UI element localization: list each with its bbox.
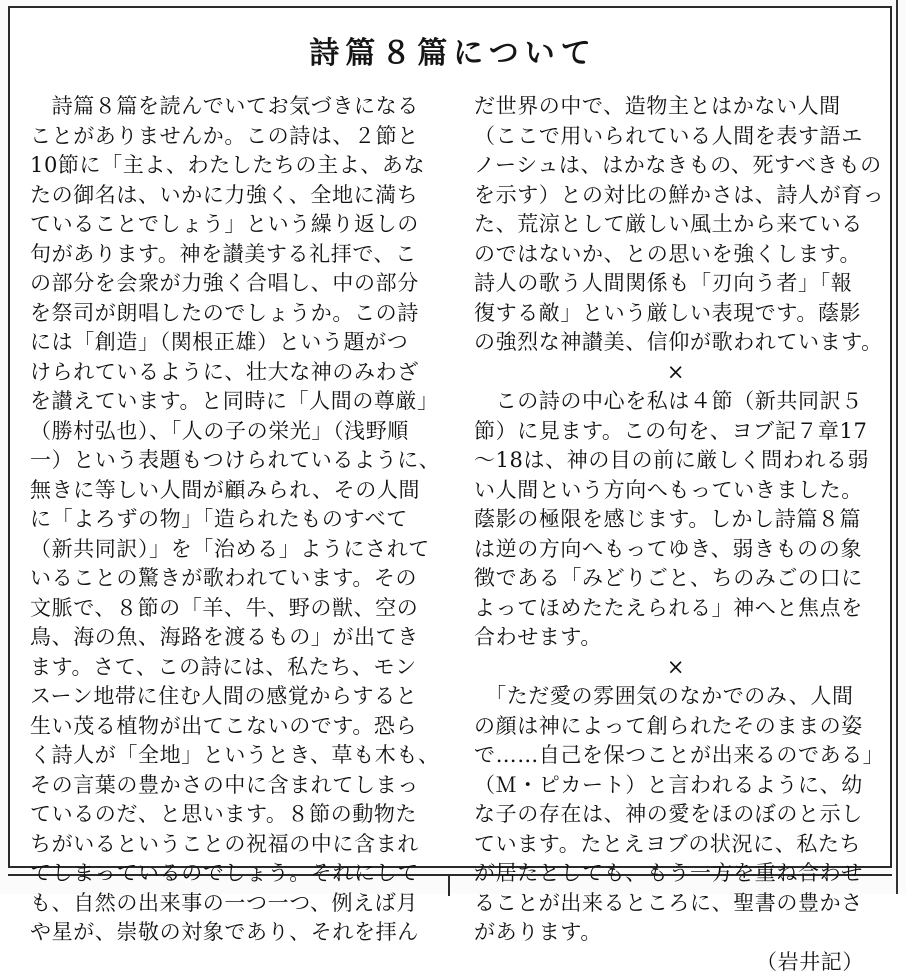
text-line: ノーシュは、はかなきもの、死すべきもの <box>474 151 878 181</box>
text-line: 「ただ愛の雰囲気のなかでのみ、人間 <box>474 682 878 712</box>
right-column <box>474 92 878 977</box>
text-line: のではないか、との思いを強くします。 <box>474 240 878 270</box>
text-line: を示す）との対比の鮮かさは、詩人が育っ <box>474 181 878 211</box>
text-line: は逆の方向へもってゆき、弱きものの象 <box>474 535 878 565</box>
text-line: が居たとしても、もう一方を重ね合わせ <box>474 859 878 889</box>
text-line: この詩の中心を私は４節（新共同訳５ <box>474 387 878 417</box>
text-line: 蔭影の極限を感じます。しかし詩篇８篇 <box>474 505 878 535</box>
text-line: で……自己を保つことが出来るのである」 <box>474 741 878 771</box>
text-line: の顔は神によって創られたそのままの姿 <box>474 712 878 742</box>
column-divider <box>448 876 450 896</box>
text-line: よってほめたたえられる」神へと焦点を <box>474 594 878 624</box>
text-line: 〜18は、神の目の前に厳しく問われる弱 <box>474 446 878 476</box>
text-line: ます。さて、この詩には、私たち、モン <box>30 653 442 683</box>
text-line: や星が、崇敬の対象であり、それを拝ん <box>30 918 442 948</box>
text-line: 句があります。神を讃美する礼拝で、こ <box>30 240 442 270</box>
text-line: けられているように、壮大な神のみわざ <box>30 358 442 388</box>
text-line: を讃えています。と同時に「人間の尊厳」 <box>30 387 442 417</box>
text-line: い人間という方向へもっていきました。 <box>474 476 878 506</box>
text-line: （岩井記） <box>474 948 878 977</box>
text-line: だ世界の中で、造物主とはかない人間 <box>474 92 878 122</box>
text-line: ています。たとえヨブの状況に、私たち <box>474 830 878 860</box>
text-line: その言葉の豊かさの中に含まれてしまっ <box>30 771 442 801</box>
text-line: 文脈で、８節の「羊、牛、野の獣、空の <box>30 594 442 624</box>
text-line: × <box>474 653 878 683</box>
text-line: く詩人が「全地」というとき、草も木も、 <box>30 741 442 771</box>
text-line: ることが出来るところに、聖書の豊かさ <box>474 889 878 919</box>
text-line: ことがありませんか。この詩は、２節と <box>30 122 442 152</box>
text-line: スーン地帯に住む人間の感覚からすると <box>30 682 442 712</box>
text-line: × <box>474 358 878 388</box>
text-line: 鳥、海の魚、海路を渡るもの」が出てき <box>30 623 442 653</box>
text-line: も、自然の出来事の一つ一つ、例えば月 <box>30 889 442 919</box>
text-line: を祭司が朗唱したのでしょうか。この詩 <box>30 299 442 329</box>
text-line: 節）に見ます。この句を、ヨブ記７章17 <box>474 417 878 447</box>
text-line: （Ｍ・ピカート）と言われるように、幼 <box>474 771 878 801</box>
left-column <box>30 92 442 948</box>
text-line: 徴である「みどりごと、ちのみごの口に <box>474 564 878 594</box>
text-line: の部分を会衆が力強く合唱し、中の部分 <box>30 269 442 299</box>
text-line: 詩人の歌う人間関係も「刃向う者」「報 <box>474 269 878 299</box>
text-line: の強烈な神讃美、信仰が歌われています。 <box>474 328 878 358</box>
text-line: てしまっているのでしょう。それにして <box>30 859 442 889</box>
text-line: 生い茂る植物が出てこないのです。恐ら <box>30 712 442 742</box>
text-line: （ここで用いられている人間を表す語エ <box>474 122 878 152</box>
text-line: 10節に「主よ、わたしたちの主よ、あな <box>30 151 442 181</box>
text-line: 詩篇８篇を読んでいてお気づきになる <box>30 92 442 122</box>
text-line: たの御名は、いかに力強く、全地に満ち <box>30 181 442 211</box>
text-line: 復する敵」という厳しい表現です。蔭影 <box>474 299 878 329</box>
text-line: （新共同訳）」を「治める」ようにされて <box>30 535 442 565</box>
text-line: ているのだ、と思います。８節の動物た <box>30 800 442 830</box>
text-line: （勝村弘也）、「人の子の栄光」（浅野順 <box>30 417 442 447</box>
text-line: いることの驚きが歌われています。その <box>30 564 442 594</box>
article-title: 詩篇８篇について <box>0 28 906 72</box>
text-line: に「よろずの物」「造られたものすべて <box>30 505 442 535</box>
page-edge-rule <box>896 0 898 894</box>
text-line: 無きに等しい人間が顧みられ、その人間 <box>30 476 442 506</box>
text-line: 合わせます。 <box>474 623 878 653</box>
text-line: には「創造」（関根正雄）という題がつ <box>30 328 442 358</box>
text-line: があります。 <box>474 918 878 948</box>
text-line: ちがいるということの祝福の中に含まれ <box>30 830 442 860</box>
text-line: 一）という表題もつけられているように、 <box>30 446 442 476</box>
text-line: た、荒涼として厳しい風土から来ている <box>474 210 878 240</box>
text-line: な子の存在は、神の愛をほのぼのと示し <box>474 800 878 830</box>
text-line: ていることでしょう」という繰り返しの <box>30 210 442 240</box>
